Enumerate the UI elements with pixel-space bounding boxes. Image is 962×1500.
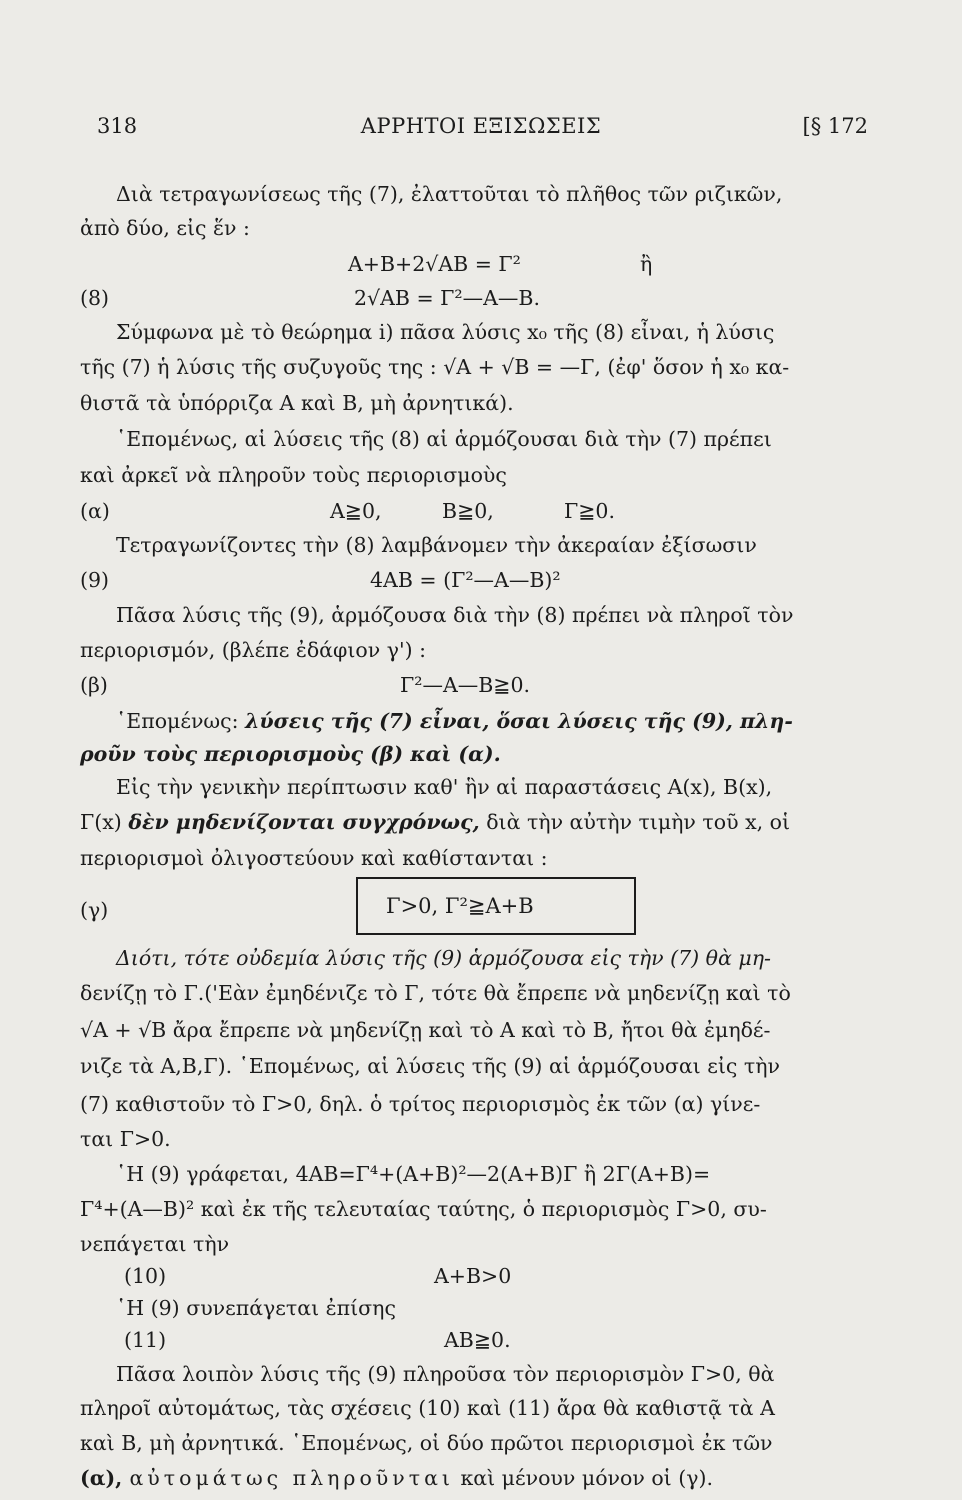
text-line: θιστᾶ τὰ ὑπόρριζα A καὶ B, μὴ ἀρνητικά). — [80, 391, 514, 415]
equation-formula: AB≧0. — [444, 1328, 511, 1352]
text-line: Εἰς τὴν γενικὴν περίπτωσιν καθ' ἣν αἱ παραστάσεις A(x), B(x), — [116, 775, 773, 799]
equation-formula: 4AB = (Γ²—A—B)² — [370, 568, 561, 592]
equation-label: (α) — [80, 499, 110, 523]
text-run: ῾Επομένως: — [116, 709, 246, 733]
equation-label: (11) — [124, 1328, 167, 1352]
text-line: ται Γ>0. — [80, 1127, 171, 1151]
equation-label: (9) — [80, 568, 110, 592]
text-line: δενίζῃ τὸ Γ.('Εὰν ἐμηδένιζε τὸ Γ, τότε θὰ ἔπρεπε νὰ μηδενίζῃ καὶ τὸ — [80, 981, 791, 1005]
boxed-condition: Γ>0, Γ²≧A+B — [356, 877, 636, 935]
equation-connector: ἢ — [640, 252, 653, 276]
equation-line — [80, 497, 888, 525]
text-line: Γ⁴+(A—B)² καὶ ἐκ τῆς τελευταίας ταύτης, ὁ περιορισμὸς Γ>0, συ- — [80, 1197, 767, 1221]
section-number: [§ 172 — [802, 114, 868, 138]
text-line: Σύμφωνα μὲ τὸ θεώρημα i) πᾶσα λύσις x₀ τῆς (8) εἶναι, ἡ λύσις — [116, 320, 775, 344]
text-line: περιορισμοὶ ὀλιγοστεύουν καὶ καθίστανται : — [80, 846, 548, 870]
text-line: √A + √B ἄρα ἔπρεπε νὰ μηδενίζῃ καὶ τὸ A καὶ τὸ B, ἤτοι θὰ ἐμηδέ- — [80, 1018, 771, 1042]
text-line: Τετραγωνίζοντες τὴν (8) λαμβάνομεν τὴν ἀκεραίαν ἐξίσωσιν — [116, 533, 757, 557]
text-line: περιορισμόν, (βλέπε ἐδάφιον γ') : — [80, 638, 427, 662]
text-line: (7) καθιστοῦν τὸ Γ>0, δηλ. ὁ τρίτος περιορισμὸς ἐκ τῶν (α) γίνε- — [80, 1092, 761, 1116]
text-line: τῆς (7) ἡ λύσις τῆς συζυγοῦς της : √A + √B = —Γ, (ἐφ' ὅσον ἡ x₀ κα- — [80, 355, 790, 379]
emphasis-line — [80, 1464, 888, 1492]
bold-text: δὲν μηδενίζονται συγχρόνως, — [128, 810, 480, 834]
page-header — [0, 114, 962, 146]
text-line: νιζε τὰ A,B,Γ). ῾Επομένως, αἱ λύσεις τῆς (9) αἱ ἁρμόζουσαι εἰς τὴν — [80, 1054, 780, 1078]
equation-line — [80, 671, 888, 699]
equation-label: (γ) — [80, 898, 109, 922]
text-line: νεπάγεται τὴν — [80, 1232, 230, 1256]
text-line: ῾Η (9) συνεπάγεται ἐπίσης — [116, 1296, 396, 1320]
running-title: ΑΡΡΗΤΟΙ ΕΞΙΣΩΣΕΙΣ — [360, 114, 602, 138]
bold-text: (α), — [80, 1466, 130, 1490]
text-line: καὶ B, μὴ ἀρνητικά. ῾Επομένως, οἱ δύο πρῶτοι περιορισμοὶ ἐκ τῶν — [80, 1431, 773, 1455]
bold-text: λύσεις τῆς (7) εἶναι, ὅσαι λύσεις τῆς (9), πλη- — [245, 709, 793, 733]
equation-formula: A+B+2√AB = Γ² — [348, 252, 521, 276]
equation-line — [80, 284, 888, 312]
condition-b: B≧0, — [442, 499, 494, 523]
equation-label: (β) — [80, 673, 108, 697]
equation-line — [80, 1326, 888, 1354]
equation-formula: Γ²—A—B≧0. — [400, 673, 531, 697]
text-line: Πᾶσα λύσις τῆς (9), ἁρμόζουσα διὰ τὴν (8) πρέπει νὰ πληροῖ τὸν — [116, 603, 794, 627]
equation-line — [80, 566, 888, 594]
text-run: Γ(x) — [80, 810, 129, 834]
text-line: ἀπὸ δύο, εἰς ἕν : — [80, 216, 250, 240]
text-line: πληροῖ αὐτομάτως, τὰς σχέσεις (10) καὶ (11) ἄρα θὰ καθιστᾷ τὰ A — [80, 1396, 775, 1420]
text-line: Διὰ τετραγωνίσεως τῆς (7), ἐλαττοῦται τὸ πλῆθος τῶν ριζικῶν, — [116, 182, 783, 206]
page-number: 318 — [97, 114, 138, 138]
equation-label: (8) — [80, 286, 110, 310]
text-run: καὶ μένουν μόνον οἱ (γ). — [453, 1466, 713, 1490]
text-line: καὶ ἀρκεῖ νὰ πληροῦν τοὺς περιορισμοὺς — [80, 463, 507, 487]
text-line: Πᾶσα λοιπὸν λύσις τῆς (9) πληροῦσα τὸν περιορισμὸν Γ>0, θὰ — [116, 1362, 775, 1386]
condition-gamma: Γ≧0. — [564, 499, 615, 523]
text-line: ῾Η (9) γράφεται, 4AB=Γ⁴+(A+B)²—2(A+B)Γ ἢ 2Γ(A+B)= — [116, 1162, 711, 1186]
equation-line — [80, 1262, 888, 1290]
text-run: διὰ τὴν αὐτὴν τιμὴν τοῦ x, οἱ — [479, 810, 791, 834]
text-line: ῾Επομένως, αἱ λύσεις τῆς (8) αἱ ἁρμόζουσαι διὰ τὴν (7) πρέπει — [116, 427, 772, 451]
equation-line — [80, 896, 180, 924]
text-line: Διότι, τότε οὐδεμία λύσις τῆς (9) ἁρμόζουσα εἰς τὴν (7) θὰ μη- — [116, 946, 771, 970]
equation-formula: A+B>0 — [434, 1264, 512, 1288]
bold-text: ροῦν τοὺς περιορισμοὺς (β) καὶ (α). — [80, 742, 501, 766]
emphasis-line — [116, 707, 888, 735]
equation-formula: 2√AB = Γ²—A—B. — [354, 286, 541, 310]
equation-line — [80, 250, 888, 278]
emphasis-line — [80, 808, 888, 836]
spaced-text: αὐτομάτως πληροῦνται — [129, 1466, 454, 1490]
emphasis-line — [80, 740, 888, 768]
condition-a: A≧0, — [330, 499, 382, 523]
equation-label: (10) — [124, 1264, 167, 1288]
